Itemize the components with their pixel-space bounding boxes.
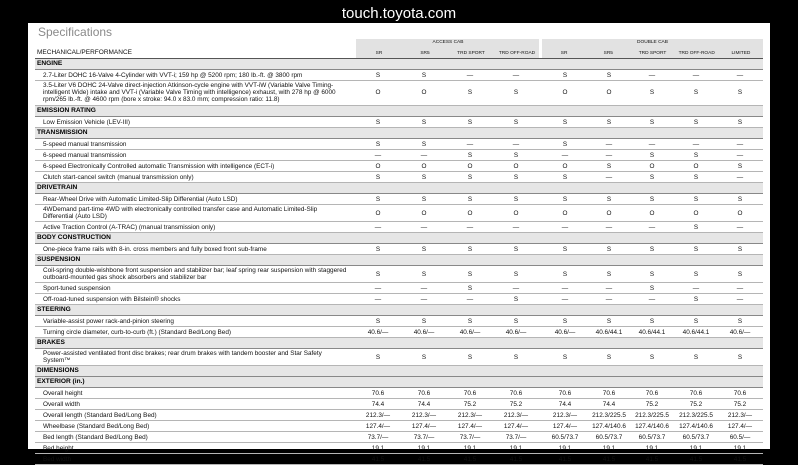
cell-value: — — [374, 151, 382, 159]
column-header: TRD SPORT — [638, 51, 667, 56]
section-header: SUSPENSION — [35, 255, 763, 266]
cell-value: S — [375, 140, 381, 148]
cell-value: — — [648, 295, 656, 303]
mechanical-performance-header: MECHANICAL/PERFORMANCE — [37, 49, 132, 56]
cell-value: 40.6/— — [505, 328, 527, 336]
section-header: BODY CONSTRUCTION — [35, 233, 763, 244]
cell-value: S — [606, 195, 612, 203]
cell-value: 75.2 — [645, 400, 659, 408]
table-row — [35, 388, 763, 399]
cell-value: S — [693, 173, 699, 181]
cell-value: 19.1 — [509, 444, 523, 452]
cell-value: 41.5 — [602, 455, 616, 463]
cell-value: S — [606, 353, 612, 361]
cell-value: S — [562, 317, 568, 325]
cell-value: 41.5 — [689, 455, 703, 463]
cell-value: S — [467, 89, 473, 96]
column-header: TRD OFF-ROAD — [498, 51, 536, 56]
cell-value: S — [421, 353, 427, 361]
cell-value: 60.5/73.7 — [551, 433, 579, 441]
cell-value: S — [737, 270, 743, 278]
cell-value: S — [513, 245, 519, 253]
cell-value: — — [374, 284, 382, 292]
cell-value: 19.1 — [602, 444, 616, 452]
cell-value: S — [562, 353, 568, 361]
cell-value: 40.6/44.1 — [682, 328, 710, 336]
cell-value: S — [693, 195, 699, 203]
cell-value: S — [467, 317, 473, 325]
cell-value: 70.6 — [689, 389, 703, 397]
cell-value: 73.7/— — [459, 433, 481, 441]
cell-value: S — [649, 317, 655, 325]
cell-value: O — [693, 162, 699, 170]
cell-value: S — [513, 295, 519, 303]
row-label: Coil-spring double-wishbone front suspension and stabilizer bar; leaf spring rear suspension with staggered outboard-mounted gas shock absorbers and stabilizer bar — [43, 267, 347, 282]
cell-value: S — [693, 151, 699, 159]
cell-value: S — [375, 118, 381, 126]
row-label: Overall height — [43, 389, 83, 397]
cell-value: S — [513, 89, 519, 96]
cell-value: S — [421, 317, 427, 325]
cell-value: S — [606, 317, 612, 325]
row-label: Clutch start-cancel switch (manual transmission only) — [43, 173, 194, 181]
cell-value: S — [693, 270, 699, 278]
cell-value: — — [420, 223, 428, 231]
table-row — [35, 421, 763, 432]
table-row — [35, 432, 763, 443]
table-row — [35, 316, 763, 327]
cell-value: 19.1 — [645, 444, 659, 452]
cell-value: S — [375, 353, 381, 361]
cell-value: S — [737, 317, 743, 325]
cell-value: S — [467, 151, 473, 159]
cell-value: 212.3/— — [411, 411, 437, 419]
cell-value: S — [375, 270, 381, 278]
section-header: BRAKES — [35, 338, 763, 349]
cell-value: 212.3/— — [365, 411, 391, 419]
cell-value: — — [374, 223, 382, 231]
table-row — [35, 454, 763, 465]
cell-value: 212.3/— — [552, 411, 578, 419]
section-header: DRIVETRAIN — [35, 183, 763, 194]
cell-value: O — [375, 209, 381, 217]
table-row — [35, 205, 763, 222]
table-row — [35, 349, 763, 366]
cell-value: S — [649, 173, 655, 181]
cell-value: S — [693, 118, 699, 126]
cell-value: S — [737, 162, 743, 170]
cell-value: S — [513, 195, 519, 203]
cell-value: O — [562, 162, 568, 170]
cell-value: — — [736, 284, 744, 292]
cell-value: S — [421, 270, 427, 278]
cell-value: 41.5 — [463, 455, 477, 463]
access-cab-header — [356, 39, 540, 58]
table-row — [35, 410, 763, 421]
cell-value: — — [466, 223, 474, 231]
cell-value: 73.7/— — [413, 433, 435, 441]
cell-value: S — [606, 270, 612, 278]
cell-value: 70.6 — [602, 389, 616, 397]
cell-value: O — [562, 89, 568, 96]
cell-value: 40.6/— — [459, 328, 481, 336]
cell-value: 70.6 — [371, 389, 385, 397]
cell-value: 127.4/— — [457, 422, 483, 430]
table-row — [35, 150, 763, 161]
table-body — [35, 59, 763, 465]
cell-value: O — [649, 209, 655, 217]
cell-value: S — [649, 284, 655, 292]
cell-value: S — [693, 317, 699, 325]
cell-value: O — [737, 209, 743, 217]
cell-value: 212.3/225.5 — [635, 411, 669, 419]
cell-value: S — [375, 317, 381, 325]
cell-value: — — [605, 173, 613, 181]
row-label: Active Traction Control (A-TRAC) (manual transmission only) — [43, 223, 216, 231]
cell-value: — — [605, 140, 613, 148]
specifications-table — [35, 39, 763, 465]
cell-value: S — [737, 89, 743, 96]
cell-value: S — [737, 245, 743, 253]
cell-value: 74.4 — [558, 400, 572, 408]
cell-value: 212.3/— — [727, 411, 753, 419]
cell-value: 40.6/44.1 — [638, 328, 666, 336]
row-label: Bed length (Standard Bed/Long Bed) — [43, 433, 148, 441]
cell-value: S — [606, 245, 612, 253]
table-row — [35, 443, 763, 454]
cell-value: 60.5/73.7 — [595, 433, 623, 441]
cell-value: 74.4 — [371, 400, 385, 408]
group-title: DOUBLE CAB — [637, 40, 668, 45]
column-header: SR5 — [603, 51, 613, 56]
cell-value: 41.5 — [558, 455, 572, 463]
cell-value: 212.3/— — [457, 411, 483, 419]
cell-value: — — [561, 151, 569, 159]
cell-value: O — [562, 209, 568, 217]
cell-value: — — [466, 295, 474, 303]
page-title: Specifications — [38, 25, 113, 39]
cell-value: S — [693, 245, 699, 253]
cell-value: — — [420, 151, 428, 159]
cell-value: S — [467, 173, 473, 181]
cell-value: S — [513, 317, 519, 325]
cell-value: 40.6/— — [367, 328, 389, 336]
cell-value: — — [736, 140, 744, 148]
section-header: TRANSMISSION — [35, 128, 763, 139]
cell-value: S — [421, 118, 427, 126]
cell-value: 70.6 — [417, 389, 431, 397]
cell-value: — — [512, 223, 520, 231]
cell-value: O — [467, 162, 473, 170]
cell-value: 40.6/44.1 — [595, 328, 623, 336]
cell-value: 75.2 — [733, 400, 747, 408]
cell-value: — — [512, 140, 520, 148]
row-label: Variable-assist power rack-and-pinion steering — [43, 317, 174, 325]
cell-value: S — [693, 353, 699, 361]
row-label: 2.7-Liter DOHC 16-Valve 4-Cylinder with VVT-i; 159 hp @ 5200 rpm; 180 lb.-ft. @ 3800 rpm — [43, 71, 303, 79]
cell-value: S — [513, 353, 519, 361]
cell-value: 127.4/— — [727, 422, 753, 430]
cell-value: 40.6/— — [554, 328, 576, 336]
cell-value: 73.7/— — [367, 433, 389, 441]
cell-value: S — [737, 353, 743, 361]
cell-value: 212.3/— — [503, 411, 529, 419]
column-header: SR — [375, 51, 383, 56]
table-row — [35, 294, 763, 305]
cell-value: — — [466, 71, 474, 79]
cell-value: S — [649, 270, 655, 278]
cell-value: S — [375, 195, 381, 203]
cell-value: — — [605, 284, 613, 292]
cell-value: S — [606, 118, 612, 126]
cell-value: — — [736, 71, 744, 79]
document-page — [28, 23, 770, 463]
row-label: 5-speed manual transmission — [43, 140, 127, 148]
cell-value: — — [605, 295, 613, 303]
column-header: SR5 — [420, 51, 430, 56]
cell-value: S — [737, 195, 743, 203]
cell-value: S — [467, 195, 473, 203]
cell-value: 60.5/— — [729, 433, 751, 441]
cell-value: O — [375, 162, 381, 170]
cell-value: O — [375, 89, 381, 96]
column-header: TRD SPORT — [457, 51, 485, 56]
cell-value: — — [561, 223, 569, 231]
cell-value: 19.1 — [558, 444, 572, 452]
table-row — [35, 139, 763, 150]
row-label: Bed width — [43, 455, 72, 463]
cell-value: S — [606, 162, 612, 170]
cell-value: S — [649, 245, 655, 253]
cell-value: 19.1 — [417, 444, 431, 452]
table-row — [35, 194, 763, 205]
cell-value: O — [693, 209, 699, 217]
cell-value: S — [693, 223, 699, 231]
row-label: One-piece frame rails with 8-in. cross members and fully boxed front sub-frame — [43, 245, 267, 253]
table-row — [35, 222, 763, 233]
table-row — [35, 161, 763, 172]
cell-value: 41.5 — [371, 455, 385, 463]
column-header: TRD OFF-ROAD — [678, 51, 715, 56]
cell-value: S — [513, 151, 519, 159]
column-header: SR — [560, 51, 568, 56]
cell-value: 127.4/— — [365, 422, 391, 430]
cell-value: 19.1 — [371, 444, 385, 452]
cell-value: 41.5 — [509, 455, 523, 463]
cell-value: — — [736, 173, 744, 181]
cell-value: S — [649, 89, 655, 96]
cell-value: S — [737, 118, 743, 126]
cell-value: O — [421, 89, 427, 96]
row-label: 6-speed manual transmission — [43, 151, 127, 159]
row-label: 6-speed Electronically Controlled automatic Transmission with intelligence (ECT-i) — [43, 162, 275, 170]
cell-value: — — [512, 71, 520, 79]
table-row — [35, 327, 763, 338]
cell-value: S — [375, 173, 381, 181]
cell-value: — — [692, 71, 700, 79]
row-label: Low Emission Vehicle (LEV-III) — [43, 118, 131, 126]
cell-value: 70.6 — [645, 389, 659, 397]
cell-value: 73.7/— — [505, 433, 527, 441]
cell-value: 19.1 — [733, 444, 747, 452]
cell-value: 74.4 — [417, 400, 431, 408]
section-header: EMISSION RATING — [35, 106, 763, 117]
cell-value: 19.1 — [463, 444, 477, 452]
cell-value: — — [374, 295, 382, 303]
cell-value: — — [420, 284, 428, 292]
cell-value: S — [562, 195, 568, 203]
cell-value: — — [512, 284, 520, 292]
cell-value: — — [736, 295, 744, 303]
cell-value: S — [421, 245, 427, 253]
cell-value: — — [561, 284, 569, 292]
cell-value: 40.6/— — [729, 328, 751, 336]
cell-value: S — [562, 173, 568, 181]
cell-value: — — [692, 140, 700, 148]
cell-value: 60.5/73.7 — [638, 433, 666, 441]
cell-value: 70.6 — [558, 389, 572, 397]
cell-value: 41.5 — [733, 455, 747, 463]
section-header: STEERING — [35, 305, 763, 316]
cell-value: S — [467, 353, 473, 361]
cell-value: 40.6/— — [413, 328, 435, 336]
cell-value: S — [562, 118, 568, 126]
cell-value: — — [648, 71, 656, 79]
column-header: LIMITED — [731, 51, 751, 56]
section-header: EXTERIOR (in.) — [35, 377, 763, 388]
table-row — [35, 283, 763, 294]
cell-value: S — [562, 270, 568, 278]
cell-value: 127.4/— — [411, 422, 437, 430]
row-label: Power-assisted ventilated front disc brakes; rear drum brakes with tandem booster and Star Safety System™ — [43, 350, 322, 365]
row-label: Rear-Wheel Drive with Automatic Limited-Slip Differential (Auto LSD) — [43, 195, 238, 203]
cell-value: 41.5 — [417, 455, 431, 463]
cell-value: S — [375, 245, 381, 253]
cell-value: S — [467, 284, 473, 292]
table-row — [35, 70, 763, 81]
cell-value: S — [513, 270, 519, 278]
cell-value: 127.4/— — [503, 422, 529, 430]
table-row — [35, 81, 763, 106]
cell-value: — — [648, 223, 656, 231]
cell-value: — — [466, 140, 474, 148]
cell-value: 127.4/— — [552, 422, 578, 430]
table-header — [35, 39, 763, 59]
cell-value: 70.6 — [733, 389, 747, 397]
cell-value: O — [649, 162, 655, 170]
row-label: Wheelbase (Standard Bed/Long Bed) — [43, 422, 150, 430]
cell-value: 41.5 — [645, 455, 659, 463]
cell-value: — — [605, 223, 613, 231]
table-row — [35, 266, 763, 283]
cell-value: S — [467, 270, 473, 278]
cell-value: — — [605, 151, 613, 159]
cell-value: 19.1 — [689, 444, 703, 452]
url-text: touch.toyota.com — [341, 5, 457, 22]
group-title: ACCESS CAB — [432, 40, 464, 45]
row-label: 3.5-Liter V6 DOHC 24-Valve direct-injection Atkinson-cycle engine with VVT-iW (Variable Valve Timing-intelligent Wide) intake and VVT-i (Variable Valve Timing with intelligence) exhaust, with 278 hp @ 6000 rpm/265 lb.-ft. @ 4600 rpm (bore x stroke: 94.0 x 83.0 mm; compression ratio: 11.8) — [43, 82, 336, 104]
cell-value: S — [467, 245, 473, 253]
table-row — [35, 399, 763, 410]
cell-value: 127.4/140.6 — [592, 422, 626, 430]
cell-value: S — [562, 71, 568, 79]
cell-value: — — [736, 223, 744, 231]
cell-value: S — [649, 151, 655, 159]
cell-value: 127.4/140.6 — [635, 422, 669, 430]
cell-value: 127.4/140.6 — [679, 422, 713, 430]
cell-value: O — [513, 162, 519, 170]
cell-value: — — [692, 284, 700, 292]
row-label: 4WDemand part-time 4WD with electronically controlled transfer case and Automatic Limited-Slip Differential (Auto LSD) — [43, 206, 318, 221]
cell-value: S — [513, 118, 519, 126]
row-label: Bed height — [43, 444, 74, 452]
cell-value: 75.2 — [463, 400, 477, 408]
row-label: Overall width — [43, 400, 80, 408]
cell-value: S — [693, 295, 699, 303]
cell-value: S — [649, 353, 655, 361]
double-cab-header — [542, 39, 763, 58]
row-label: Turning circle diameter, curb-to-curb (ft.) (Standard Bed/Long Bed) — [43, 328, 232, 336]
cell-value: S — [421, 140, 427, 148]
cell-value: 212.3/225.5 — [592, 411, 626, 419]
cell-value: S — [513, 173, 519, 181]
cell-value: — — [648, 140, 656, 148]
cell-value: — — [736, 151, 744, 159]
row-label: Sport-tuned suspension — [43, 284, 111, 292]
table-row — [35, 117, 763, 128]
section-header: DIMENSIONS — [35, 366, 763, 377]
cell-value: 70.6 — [509, 389, 523, 397]
cell-value: O — [606, 209, 612, 217]
cell-value: — — [420, 295, 428, 303]
cell-value: S — [649, 118, 655, 126]
cell-value: S — [421, 71, 427, 79]
cell-value: S — [562, 245, 568, 253]
cell-value: — — [561, 295, 569, 303]
row-label: Off-road-tuned suspension with Bilstein® shocks — [43, 295, 181, 303]
cell-value: S — [421, 173, 427, 181]
table-row — [35, 172, 763, 183]
cell-value: 75.2 — [509, 400, 523, 408]
cell-value: 212.3/225.5 — [679, 411, 713, 419]
cell-value: S — [421, 195, 427, 203]
row-label: Overall length (Standard Bed/Long Bed) — [43, 411, 157, 419]
cell-value: 70.6 — [463, 389, 477, 397]
table-row — [35, 244, 763, 255]
cell-value: S — [693, 89, 699, 96]
cell-value: O — [467, 209, 473, 217]
cell-value: O — [421, 209, 427, 217]
cell-value: S — [562, 140, 568, 148]
cell-value: S — [375, 71, 381, 79]
cell-value: S — [467, 118, 473, 126]
cell-value: 60.5/73.7 — [682, 433, 710, 441]
cell-value: S — [649, 195, 655, 203]
section-header: ENGINE — [35, 59, 763, 70]
cell-value: 74.4 — [602, 400, 616, 408]
cell-value: 75.2 — [689, 400, 703, 408]
cell-value: O — [421, 162, 427, 170]
cell-value: O — [513, 209, 519, 217]
cell-value: O — [606, 89, 612, 96]
cell-value: S — [606, 71, 612, 79]
